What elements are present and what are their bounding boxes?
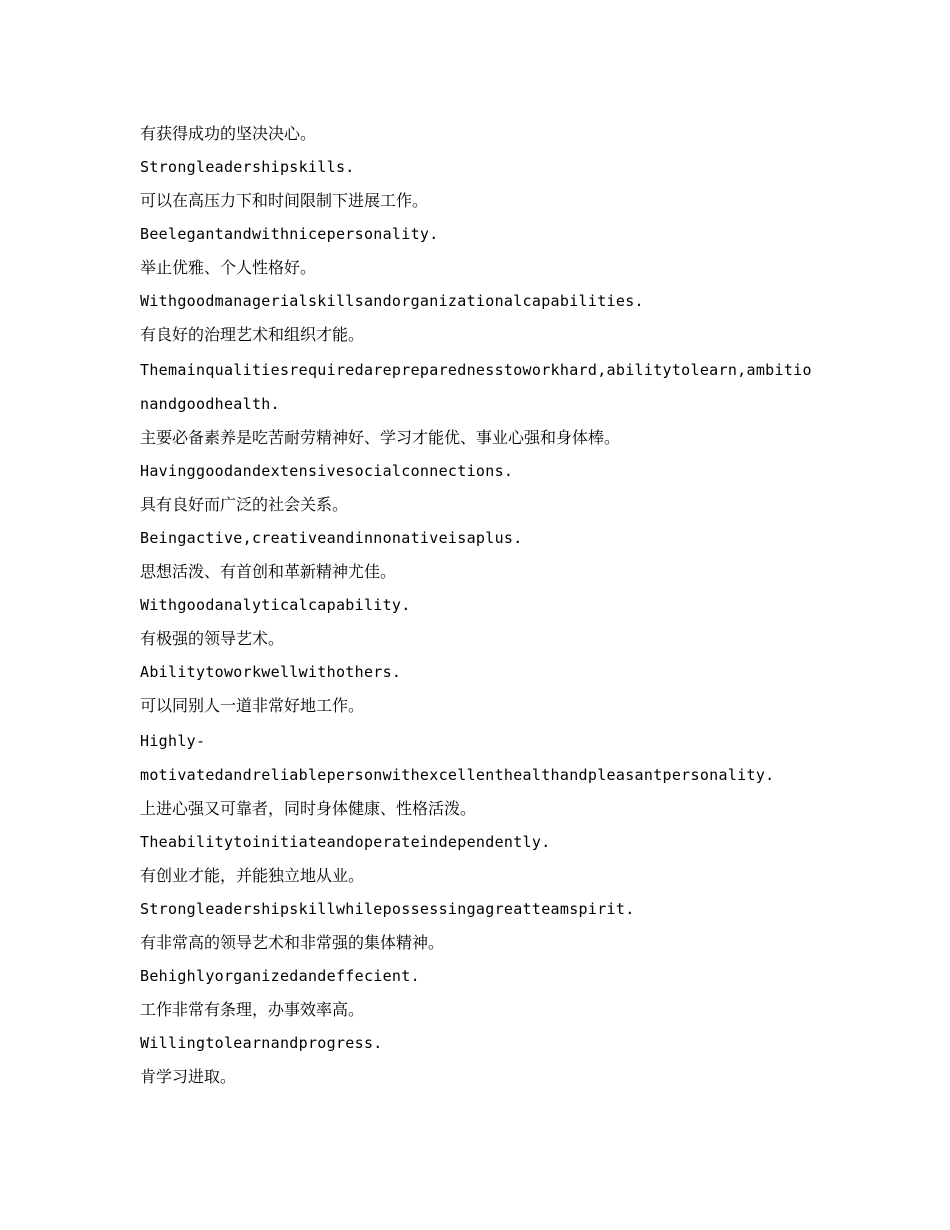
text-line: nandgoodhealth. <box>140 394 280 413</box>
text-line: 可以同别人一道非常好地工作。 <box>140 696 365 715</box>
text-line: 有非常高的领导艺术和非常强的集体精神。 <box>140 933 445 952</box>
text-line: 举止优雅、个人性格好。 <box>140 258 317 277</box>
text-line: 肯学习进取。 <box>140 1067 237 1086</box>
text-line: 具有良好而广泛的社会关系。 <box>140 495 349 514</box>
text-line: 工作非常有条理，办事效率高。 <box>140 1000 365 1019</box>
text-line: 有获得成功的坚决决心。 <box>140 124 317 143</box>
text-line: Beelegantandwithnicepersonality. <box>140 224 439 243</box>
text-line: motivatedandreliablepersonwithexcellenthealthandpleasantpersonality. <box>140 765 775 784</box>
text-line: Beingactive,creativeandinnonativeisaplus. <box>140 528 523 547</box>
text-line: Highly- <box>140 731 206 750</box>
text-line: 主要必备素养是吃苦耐劳精神好、学习才能优、事业心强和身体棒。 <box>140 428 621 447</box>
text-line: Behighlyorganizedandeffecient. <box>140 966 420 985</box>
text-line: 思想活泼、有首创和革新精神尤佳。 <box>140 562 397 581</box>
text-line: Willingtolearnandprogress. <box>140 1033 383 1052</box>
text-line: 可以在高压力下和时间限制下进展工作。 <box>140 191 429 210</box>
text-line: 有良好的治理艺术和组织才能。 <box>140 325 365 344</box>
text-line: Abilitytoworkwellwithothers. <box>140 662 402 681</box>
text-line: Withgoodmanagerialskillsandorganizationalcapabilities. <box>140 291 644 310</box>
text-line: 有极强的领导艺术。 <box>140 629 285 648</box>
text-line: 有创业才能，并能独立地从业。 <box>140 866 365 885</box>
text-line: Theabilitytoinitiateandoperateindependently. <box>140 832 551 851</box>
document-body <box>140 117 820 1094</box>
text-line: Withgoodanalyticalcapability. <box>140 595 411 614</box>
text-line: Strongleadershipskillwhilepossessingagreatteamspirit. <box>140 899 635 918</box>
text-line: 上进心强又可靠者，同时身体健康、性格活泼。 <box>140 799 477 818</box>
text-line: Strongleadershipskills. <box>140 157 355 176</box>
text-line: Havinggoodandextensivesocialconnections. <box>140 461 514 480</box>
text-line: Themainqualitiesrequiredarepreparednesstoworkhard,abilitytolearn,ambitio <box>140 360 812 379</box>
